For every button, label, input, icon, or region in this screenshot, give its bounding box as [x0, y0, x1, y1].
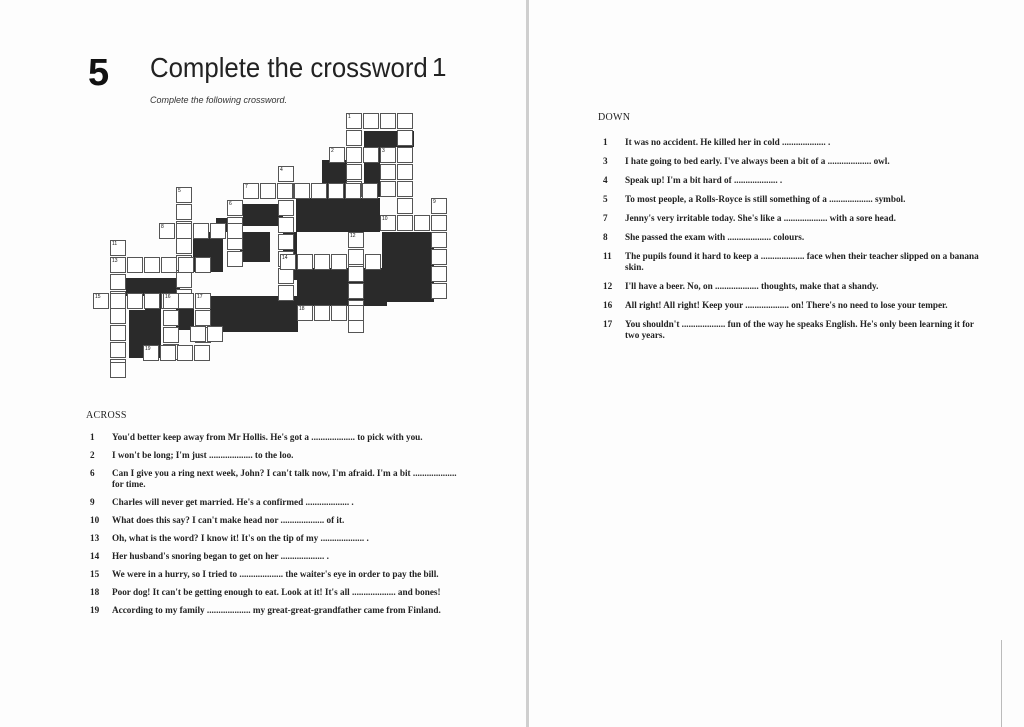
crossword-cell[interactable]	[110, 362, 126, 378]
shaded-block	[296, 198, 380, 232]
across-clue: 18 Poor dog! It can't be getting enough to eat. Look at it! It's all ................... and bones!	[90, 587, 441, 597]
clue-number-label: 6	[229, 201, 232, 207]
crossword-cell[interactable]	[363, 147, 379, 163]
across-clue: 2 I won't be long; I'm just ................... to the loo.	[90, 450, 294, 460]
crossword-cell[interactable]	[345, 183, 361, 199]
down-clue-list	[603, 137, 983, 349]
crossword-cell[interactable]	[193, 223, 209, 239]
crossword-cell[interactable]	[163, 327, 179, 343]
crossword-cell[interactable]	[210, 223, 226, 239]
shaded-block	[240, 232, 270, 262]
crossword-cell[interactable]	[397, 181, 413, 197]
crossword-cell[interactable]	[190, 326, 206, 342]
crossword-cell[interactable]	[380, 181, 396, 197]
crossword-cell[interactable]	[331, 254, 347, 270]
unit-number: 5	[88, 52, 110, 94]
down-clue: 1 It was no accident. He killed her in cold ................... .	[603, 137, 831, 147]
clue-number-label: 2	[331, 148, 334, 154]
crossword-cell[interactable]	[227, 251, 243, 267]
across-clue: 13 Oh, what is the word? I know it! It's on the tip of my ................... .	[90, 533, 369, 543]
crossword-cell[interactable]	[163, 310, 179, 326]
down-clue: 5 To most people, a Rolls-Royce is still something of a ................... symbol.	[603, 194, 906, 204]
crossword-cell[interactable]	[380, 164, 396, 180]
crossword-cell[interactable]	[176, 223, 192, 239]
crossword-cell[interactable]	[110, 274, 126, 290]
crossword-cell[interactable]	[176, 272, 192, 288]
crossword-cell[interactable]	[176, 238, 192, 254]
across-clue: 15 We were in a hurry, so I tried to ................... the waiter's eye in order to pay the bill.	[90, 569, 439, 579]
down-clue: 16 All right! All right! Keep your ................... on! There's no need to lose your temper.	[603, 300, 948, 310]
crossword-cell[interactable]	[278, 285, 294, 301]
crossword-cell[interactable]	[346, 130, 362, 146]
crossword-cell[interactable]	[397, 130, 413, 146]
crossword-cell[interactable]	[127, 257, 143, 273]
clue-number-label: 7	[245, 184, 248, 190]
crossword-cell[interactable]	[431, 232, 447, 248]
down-clue: 8 She passed the exam with ................... colours.	[603, 232, 805, 242]
clue-number-label: 10	[382, 216, 388, 222]
down-clue: 7 Jenny's very irritable today. She's like a ................... with a sore head.	[603, 213, 896, 223]
clue-number-label: 4	[280, 167, 283, 173]
crossword-cell[interactable]	[176, 204, 192, 220]
crossword-cell[interactable]	[431, 215, 447, 231]
right-page	[530, 0, 1024, 727]
crossword-cell[interactable]	[127, 293, 143, 309]
clue-number-label: 11	[112, 241, 118, 247]
down-clue: 4 Speak up! I'm a bit hard of ................... .	[603, 175, 783, 185]
page-subtitle: Complete the following crossword.	[150, 95, 288, 105]
across-clue: 14 Her husband's snoring began to get on her ................... .	[90, 551, 329, 561]
crossword-cell[interactable]	[328, 183, 344, 199]
clue-number-label: 9	[433, 199, 436, 205]
across-clue-list	[90, 432, 465, 623]
clue-number-label: 13	[112, 258, 118, 264]
across-heading: ACROSS	[86, 410, 127, 421]
crossword-cell[interactable]	[278, 268, 294, 284]
title-number: 1	[432, 52, 447, 82]
down-heading: DOWN	[598, 112, 631, 123]
crossword-cell[interactable]	[194, 345, 210, 361]
crossword-cell[interactable]	[365, 254, 381, 270]
crossword-cell[interactable]	[294, 183, 310, 199]
crossword-cell[interactable]	[414, 215, 430, 231]
page-edge	[1001, 640, 1002, 727]
crossword-cell[interactable]	[144, 257, 160, 273]
clue-number-label: 3	[382, 148, 385, 154]
crossword-cell[interactable]	[346, 164, 362, 180]
crossword-grid	[0, 0, 528, 400]
crossword-cell[interactable]	[397, 198, 413, 214]
crossword-cell[interactable]	[346, 147, 362, 163]
crossword-cell[interactable]	[207, 326, 223, 342]
clue-number-label: 14	[282, 255, 288, 261]
clue-number-label: 15	[95, 294, 101, 300]
clue-number-label: 5	[178, 188, 181, 194]
crossword-cell[interactable]	[397, 147, 413, 163]
crossword-cell[interactable]	[110, 325, 126, 341]
clue-number-label: 17	[197, 294, 203, 300]
crossword-cell[interactable]	[297, 254, 313, 270]
crossword-cell[interactable]	[314, 305, 330, 321]
clue-number-label: 8	[161, 224, 164, 230]
across-clue: 10 What does this say? I can't make head nor ................... of it.	[90, 515, 345, 525]
across-clue: 6 Can I give you a ring next week, John? I can't talk now, I'm afraid. I'm a bit ................... for time.	[90, 468, 457, 489]
crossword-cell[interactable]	[348, 266, 364, 282]
crossword-cell[interactable]	[278, 200, 294, 216]
crossword-cell[interactable]	[397, 164, 413, 180]
crossword-cell[interactable]	[177, 345, 193, 361]
down-clue: 12 I'll have a beer. No, on ................... thoughts, make that a shandy.	[603, 281, 879, 291]
crossword-cell[interactable]	[277, 183, 293, 199]
crossword-cell[interactable]	[144, 293, 160, 309]
clue-number-label: 18	[299, 306, 305, 312]
crossword-cell[interactable]	[348, 283, 364, 299]
crossword-cell[interactable]	[160, 345, 176, 361]
crossword-cell[interactable]	[278, 234, 294, 250]
crossword-cell[interactable]	[348, 249, 364, 265]
crossword-cell[interactable]	[363, 113, 379, 129]
clue-number-label: 12	[350, 233, 356, 239]
crossword-cell[interactable]	[431, 266, 447, 282]
crossword-cell[interactable]	[311, 183, 327, 199]
crossword-cell[interactable]	[260, 183, 276, 199]
clue-number-label: 16	[165, 294, 171, 300]
crossword-cell[interactable]	[227, 223, 243, 239]
crossword-cell[interactable]	[362, 183, 378, 199]
page-title: Complete the crossword	[150, 52, 428, 83]
crossword-cell[interactable]	[397, 215, 413, 231]
shaded-block	[210, 296, 298, 332]
across-clue: 1 You'd better keep away from Mr Hollis. He's got a ................... to pick with you.	[90, 432, 423, 442]
crossword-cell[interactable]	[331, 305, 347, 321]
crossword-cell[interactable]	[110, 293, 126, 309]
down-clue: 11 The pupils found it hard to keep a ................... face when their teacher slipped on a banana skin.	[603, 251, 979, 272]
crossword-cell[interactable]	[178, 293, 194, 309]
crossword-cell[interactable]	[348, 305, 364, 321]
crossword-cell[interactable]	[110, 342, 126, 358]
crossword-cell[interactable]	[431, 249, 447, 265]
crossword-cell[interactable]	[161, 257, 177, 273]
across-clue: 9 Charles will never get married. He's a confirmed ................... .	[90, 497, 354, 507]
clue-number-label: 1	[348, 114, 351, 120]
crossword-cell[interactable]	[195, 257, 211, 273]
crossword-cell[interactable]	[380, 113, 396, 129]
across-clue: 19 According to my family ................... my great-great-grandfather came from Finland.	[90, 605, 441, 615]
crossword-cell[interactable]	[314, 254, 330, 270]
clue-number-label: 19	[145, 346, 151, 352]
down-clue: 3 I hate going to bed early. I've always been a bit of a ................... owl.	[603, 156, 890, 166]
crossword-cell[interactable]	[195, 310, 211, 326]
crossword-cell[interactable]	[397, 113, 413, 129]
crossword-cell[interactable]	[431, 283, 447, 299]
down-clue: 17 You shouldn't ................... fun of the way he speaks English. He's only been learning it for two years.	[603, 319, 974, 340]
shaded-block	[382, 232, 434, 302]
crossword-cell[interactable]	[178, 257, 194, 273]
crossword-cell[interactable]	[110, 308, 126, 324]
shaded-block	[243, 204, 283, 226]
shaded-block	[297, 268, 387, 306]
crossword-cell[interactable]	[278, 217, 294, 233]
page-fold	[526, 0, 529, 727]
